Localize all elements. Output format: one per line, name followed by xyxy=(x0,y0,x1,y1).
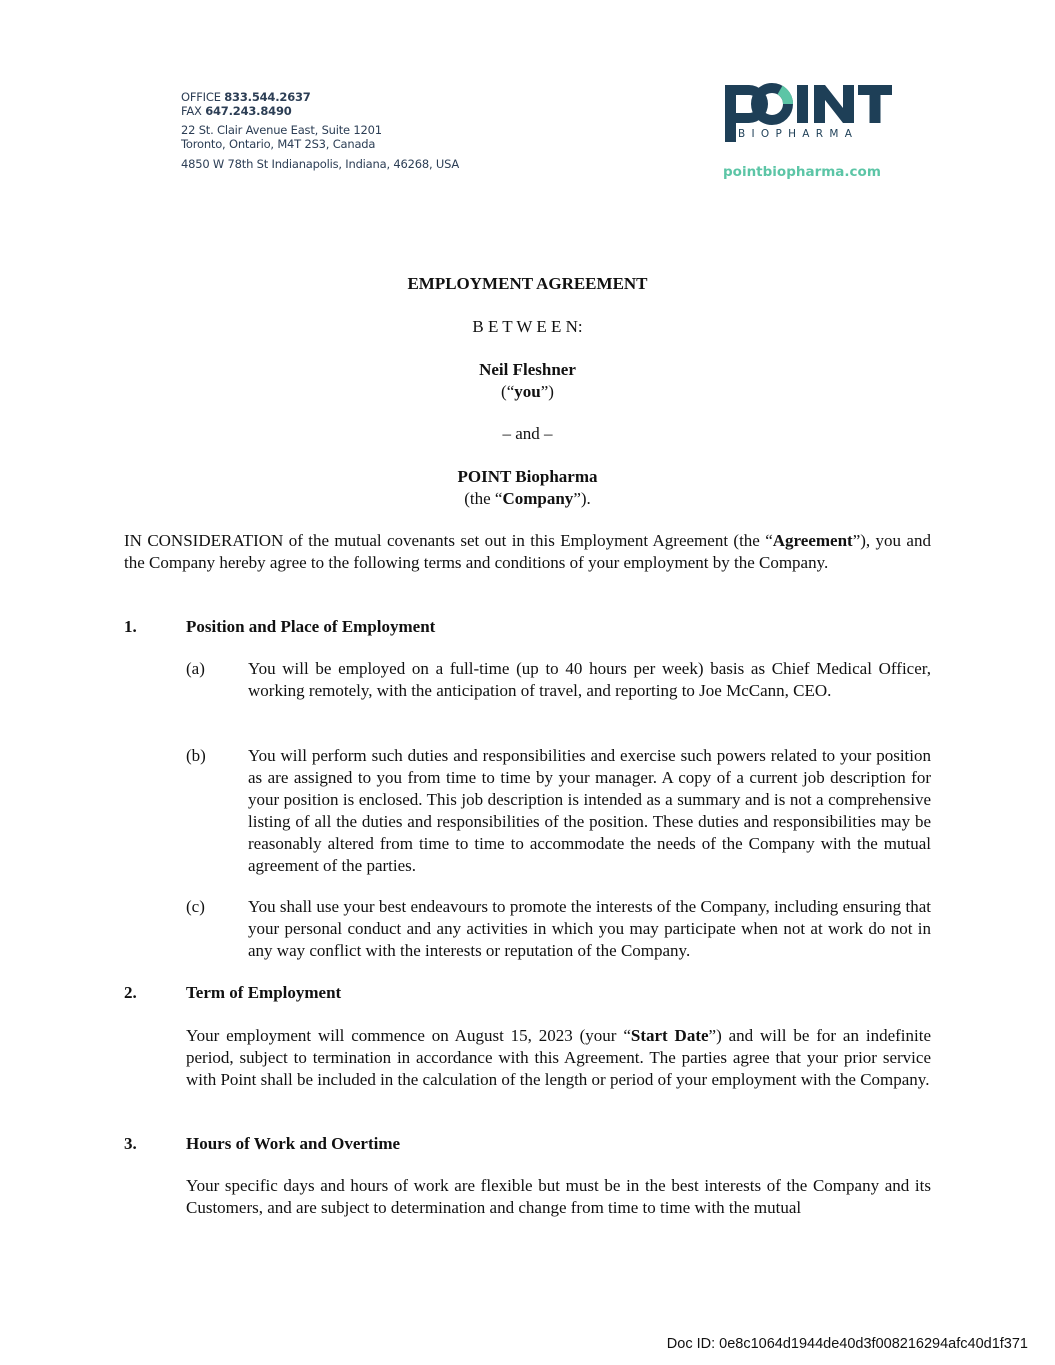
section-2-heading: 2. Term of Employment xyxy=(124,983,342,1002)
section-1-item-b: (b) You will perform such duties and responsibilities and exercise such powers related to your position as are assigned to you from time to time by your manager. A copy of a current job description for your position is enclosed. This job description is intended as a summary and is not a comprehensive listing of all the duties and responsibilities of the position. These duties and responsibilities may be reasonably altered from time to time to accommodate the needs of the Company with the mutual agreement of the parties. xyxy=(186,746,931,875)
address1-line2: Toronto, Ontario, M4T 2S3, Canada xyxy=(181,137,376,151)
section-1-item-a: (a) You will be employed on a full-time (up to 40 hours per week) basis as Chief Medical Officer, working remotely, with the anticipation of travel, and reporting to Joe McCann, CEO. xyxy=(186,659,931,700)
company-website: pointbiopharma.com xyxy=(723,164,881,180)
office-phone: 833.544.2637 xyxy=(224,90,311,104)
doc-id: Doc ID: 0e8c1064d1944de40d3f008216294afc40d1f371 xyxy=(666,1336,1028,1352)
party2-alias: (the “Company”). xyxy=(464,489,591,508)
address1-line1: 22 St. Clair Avenue East, Suite 1201 xyxy=(181,123,382,137)
fax-label: FAX xyxy=(181,104,202,118)
agreement-title: EMPLOYMENT AGREEMENT xyxy=(407,274,648,293)
section-1-item-c: (c) You shall use your best endeavours to promote the interests of the Company, including ensuring that your personal conduct and any activities in which you may participate when not at work do not in any way conflict with the interests or reputation of the Company. xyxy=(186,897,931,960)
and-separator: – and – xyxy=(502,424,553,443)
fax-phone: 647.243.8490 xyxy=(205,104,292,118)
intro-paragraph: IN CONSIDERATION of the mutual covenants set out in this Employment Agreement (the “Agreement”), you and the Company hereby agree to the following terms and conditions of your employment by the Company. xyxy=(124,531,931,572)
party2-name: POINT Biopharma xyxy=(457,467,598,486)
section-3-paragraph: Your specific days and hours of work are flexible but must be in the best interests of the Company and its Customers, and are subject to determination and change from time to time with the mutual xyxy=(186,1176,931,1217)
office-label: OFFICE xyxy=(181,90,221,104)
logo-tagline: BIOPHARMA xyxy=(738,128,859,140)
party1-name: Neil Fleshner xyxy=(479,360,576,379)
office-line xyxy=(181,90,459,104)
address2: 4850 W 78th St Indianapolis, Indiana, 46268, USA xyxy=(181,157,460,171)
between-label: B E T W E E N: xyxy=(472,317,583,336)
section-1-heading: 1. Position and Place of Employment xyxy=(124,617,436,636)
fax-line xyxy=(181,104,459,118)
section-2-paragraph: Your employment will commence on August 15, 2023 (your “Start Date”) and will be for an indefinite period, subject to termination in accordance with this Agreement. The parties agree that your prior service with Point shall be included in the calculation of the length or period of your employment with the Company. xyxy=(186,1026,931,1089)
section-3-heading: 3. Hours of Work and Overtime xyxy=(124,1134,401,1153)
letterhead xyxy=(181,90,459,171)
company-logo xyxy=(722,80,897,190)
party1-alias: (“you”) xyxy=(501,382,554,401)
